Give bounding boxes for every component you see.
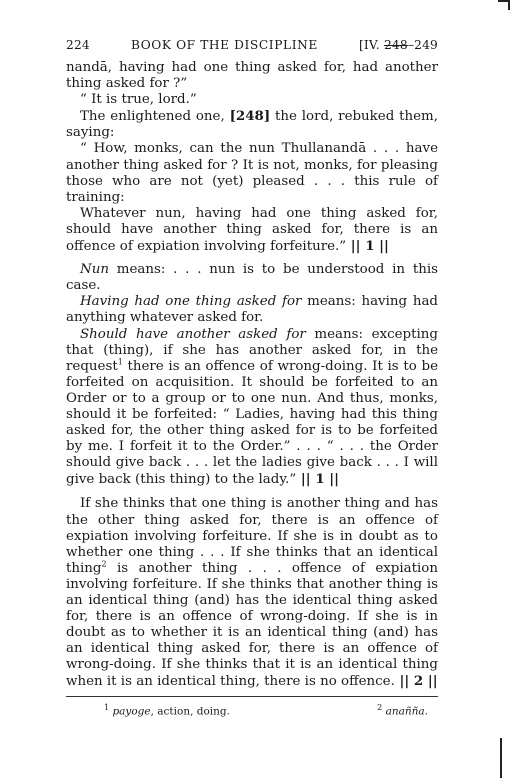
footnote-rule xyxy=(66,696,438,697)
section-marker: || 2 || xyxy=(394,673,438,690)
paragraph xyxy=(66,262,438,294)
section-marker: || 1 || xyxy=(296,471,340,488)
ref-number: 248 xyxy=(383,38,408,52)
footnote-ref: 1 xyxy=(117,357,123,367)
section-gap xyxy=(66,488,438,496)
footnote-number: 1 xyxy=(104,702,110,712)
page-edge-mark-top xyxy=(498,0,510,10)
paragraph xyxy=(66,108,438,141)
paragraph xyxy=(66,327,438,489)
section-reference xyxy=(359,38,438,52)
footnote-ref: 2 xyxy=(101,559,107,569)
footnote-text: , action, doing. xyxy=(150,705,230,718)
defined-term: Should have another asked for xyxy=(80,326,306,342)
defined-term: Having had one thing asked for xyxy=(80,294,302,310)
section-marker: || 1 || xyxy=(346,238,389,255)
line-text: nandā, having had one thing asked for, had another xyxy=(66,60,438,75)
footnote-number: 2 xyxy=(377,702,383,712)
running-head xyxy=(66,38,438,60)
definition: means: having had anything whatever asked for. xyxy=(66,294,438,326)
footnote-term: payoge xyxy=(112,705,151,718)
section-gap xyxy=(66,255,438,262)
footnote-1 xyxy=(104,703,230,718)
text-run: If she thinks that one thing is another thing and has the other thing asked for, there is an offence of expiation involving forfeiture. If she is in doubt as to whether one thing . . . If she thinks that an identical thing xyxy=(66,496,438,576)
text-run: The enlightened one, xyxy=(80,109,230,125)
running-title: BOOK OF THE DISCIPLINE xyxy=(130,38,318,52)
paragraph xyxy=(66,206,438,255)
footnote-term: anañña. xyxy=(385,705,428,718)
paragraph: “ How, monks, can the nun Thullanandā . . . have another thing asked for ? It is not, monks, for pleasing those who are not (yet) pleased . . . this rule of training: xyxy=(66,141,438,205)
body-text xyxy=(66,60,438,691)
ref-prefix: [IV. xyxy=(358,38,384,52)
definition: means: excepting that (thing), if she has another asked for, in the request xyxy=(66,326,438,374)
rule-text: Whatever nun, having had one thing asked for, should have another thing asked for, there is an offence of expiation involving forfeiture.” xyxy=(66,205,438,255)
text-run: is another thing . . . offence of expiation involving forfeiture. If she thinks that another thing is an identical thing (and) has the identical thing asked for, there is an offence of wrong-doing. If she is in doubt as to whether it is an identical thing (and) has an identical thing asked for, there is an offence of wrong-doing. If she thinks that it is an identical thing when it is an identical thing, there is no offence. xyxy=(66,560,438,690)
paragraph xyxy=(66,496,438,690)
text-run: saying: xyxy=(66,125,115,141)
page-edge-mark-bottom xyxy=(500,738,502,778)
footnotes xyxy=(66,703,438,718)
line-text: thing asked for ?” xyxy=(66,76,188,92)
definition: there is an offence of wrong-doing. It is to be forfeited on acquisition. It should be forfeited to an Order or to a group or to one nun. And thus, monks, should it be forfeited: “ Ladies, having had this thing asked for, the other thing asked for is to be forfeited by me. I forfeit it to the Order.” . . . “ . . . the Order should give back . . . let the ladies give back . . . I will give back (this thing) to the lady.” xyxy=(66,358,438,488)
book-page xyxy=(66,38,438,717)
original-page-marker: [248] xyxy=(229,108,271,125)
defined-term: Nun xyxy=(80,262,109,278)
definition: means: . . . nun is to be understood in this case. xyxy=(66,262,438,294)
text-run: the lord, rebuked them, xyxy=(270,109,439,125)
footnote-2 xyxy=(377,703,428,718)
ref-sep: – xyxy=(407,38,415,52)
paragraph xyxy=(66,294,438,326)
paragraph: “ It is true, lord.” xyxy=(80,92,197,108)
paragraph xyxy=(66,60,438,92)
page-number: 224 xyxy=(66,38,90,52)
ref-end: 249 xyxy=(414,38,438,52)
